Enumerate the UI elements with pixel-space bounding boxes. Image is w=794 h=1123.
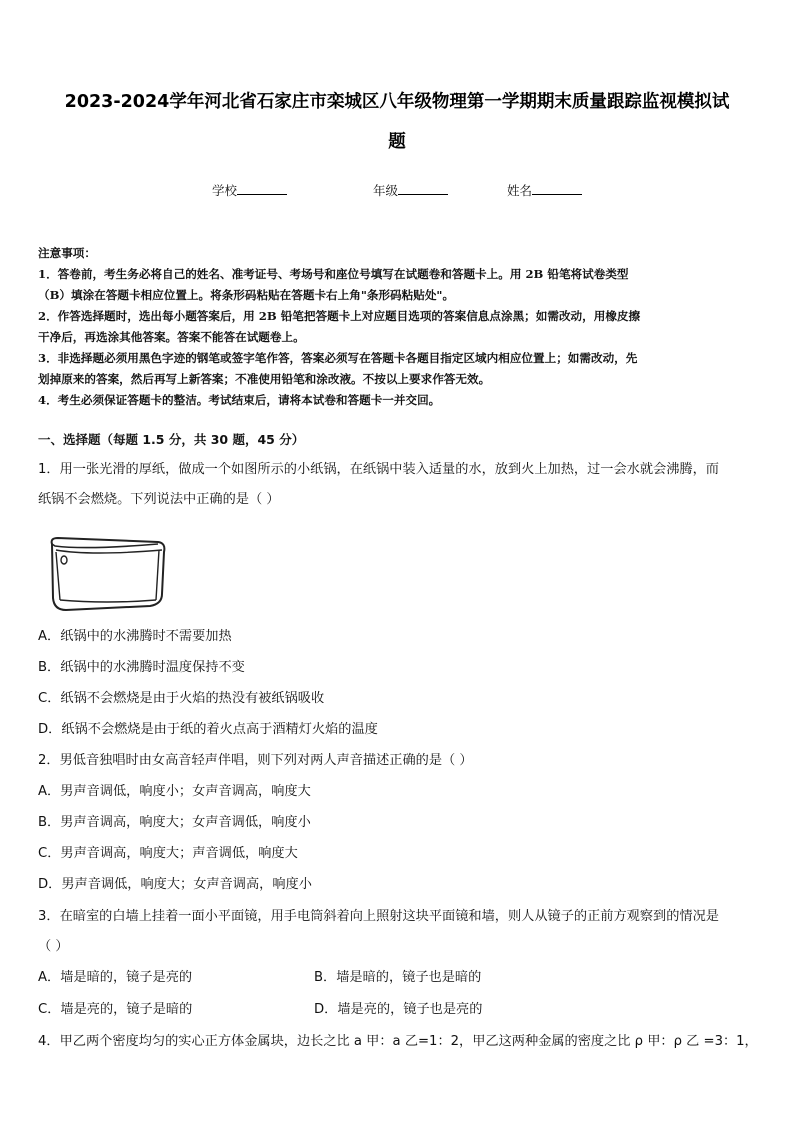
- question-1-option-c[interactable]: C．纸锅不会燃烧是由于火焰的热没有被纸锅吸收: [38, 691, 325, 706]
- question-3-option-b[interactable]: B．墙是暗的，镜子也是暗的: [314, 970, 482, 985]
- section-title: 一、选择题（每题 1.5 分，共 30 题，45 分）: [38, 432, 305, 447]
- school-blank[interactable]: [237, 182, 287, 195]
- notes-line: 3．非选择题必须用黑色字迹的钢笔或签字笔作答，答案必须写在答题卡各题目指定区域内相应位置上；如需改动，先: [38, 351, 638, 365]
- question-3-option-a[interactable]: A．墙是暗的，镜子是亮的: [38, 970, 193, 985]
- notes-line: 划掉原来的答案，然后再写上新答案；不准使用铅笔和涂改液。不按以上要求作答无效。: [38, 372, 491, 386]
- notes-line: 干净后，再选涂其他答案。答案不能答在试题卷上。: [38, 330, 305, 344]
- question-1-option-d[interactable]: D．纸锅不会燃烧是由于纸的着火点高于酒精灯火焰的温度: [38, 722, 378, 737]
- question-2-option-c[interactable]: C．男声音调高，响度大；声音调低，响度大: [38, 846, 298, 861]
- question-3-option-d[interactable]: D．墙是亮的，镜子也是亮的: [314, 1002, 483, 1017]
- question-2-option-d[interactable]: D．男声音调低，响度大；女声音调高，响度小: [38, 877, 312, 892]
- question-3-text-cont: （ ）: [38, 939, 69, 954]
- question-3-text: 3．在暗室的白墙上挂着一面小平面镜，用手电筒斜着向上照射这块平面镜和墙，则人从镜子的正前方观察到的情况是: [38, 909, 719, 924]
- exam-title-line2: 题: [388, 132, 406, 152]
- grade-label: 年级: [373, 183, 399, 198]
- question-1-text-cont: 纸锅不会燃烧。下列说法中正确的是（ ）: [38, 492, 280, 507]
- notes-line: （B）填涂在答题卡相应位置上。将条形码粘贴在答题卡右上角"条形码粘贴处"。: [38, 288, 455, 302]
- name-label: 姓名: [507, 183, 533, 198]
- exam-title-line1: 2023-2024学年河北省石家庄市栾城区八年级物理第一学期期末质量跟踪监视模拟试: [64, 92, 730, 112]
- question-2-option-a[interactable]: A．男声音调低，响度小；女声音调高，响度大: [38, 784, 311, 799]
- school-label: 学校: [212, 183, 238, 198]
- question-4-text: 4．甲乙两个密度均匀的实心正方体金属块，边长之比 a 甲：a 乙=1：2，甲乙这两种金属的密度之比 ρ 甲：ρ 乙 =3：1，: [38, 1034, 758, 1049]
- grade-field[interactable]: [373, 181, 448, 199]
- question-2-option-b[interactable]: B．男声音调高，响度大；女声音调低，响度小: [38, 815, 311, 830]
- question-2-text: 2．男低音独唱时由女高音轻声伴唱，则下列对两人声音描述正确的是（ ）: [38, 753, 473, 768]
- paper-pot-figure: [46, 530, 168, 614]
- school-field[interactable]: [212, 181, 287, 199]
- notes-line: 2．作答选择题时，选出每小题答案后，用 2B 铅笔把答题卡上对应题目选项的答案信息点涂黑；如需改动，用橡皮擦: [38, 309, 641, 323]
- name-field[interactable]: [507, 181, 582, 199]
- question-1-option-b[interactable]: B．纸锅中的水沸腾时温度保持不变: [38, 660, 245, 675]
- grade-blank[interactable]: [398, 182, 448, 195]
- name-blank[interactable]: [532, 182, 582, 195]
- notes-line: 1．答卷前，考生务必将自己的姓名、准考证号、考场号和座位号填写在试题卷和答题卡上。用 2B 铅笔将试卷类型: [38, 267, 629, 281]
- question-1-option-a[interactable]: A．纸锅中的水沸腾时不需要加热: [38, 629, 232, 644]
- question-1-text: 1．用一张光滑的厚纸，做成一个如图所示的小纸锅，在纸锅中装入适量的水，放到火上加热，过一会水就会沸腾，而: [38, 462, 719, 477]
- notes-heading: 注意事项：: [38, 246, 96, 260]
- question-3-option-c[interactable]: C．墙是亮的，镜子是暗的: [38, 1002, 193, 1017]
- notes-line: 4．考生必须保证答题卡的整洁。考试结束后，请将本试卷和答题卡一并交回。: [38, 393, 441, 407]
